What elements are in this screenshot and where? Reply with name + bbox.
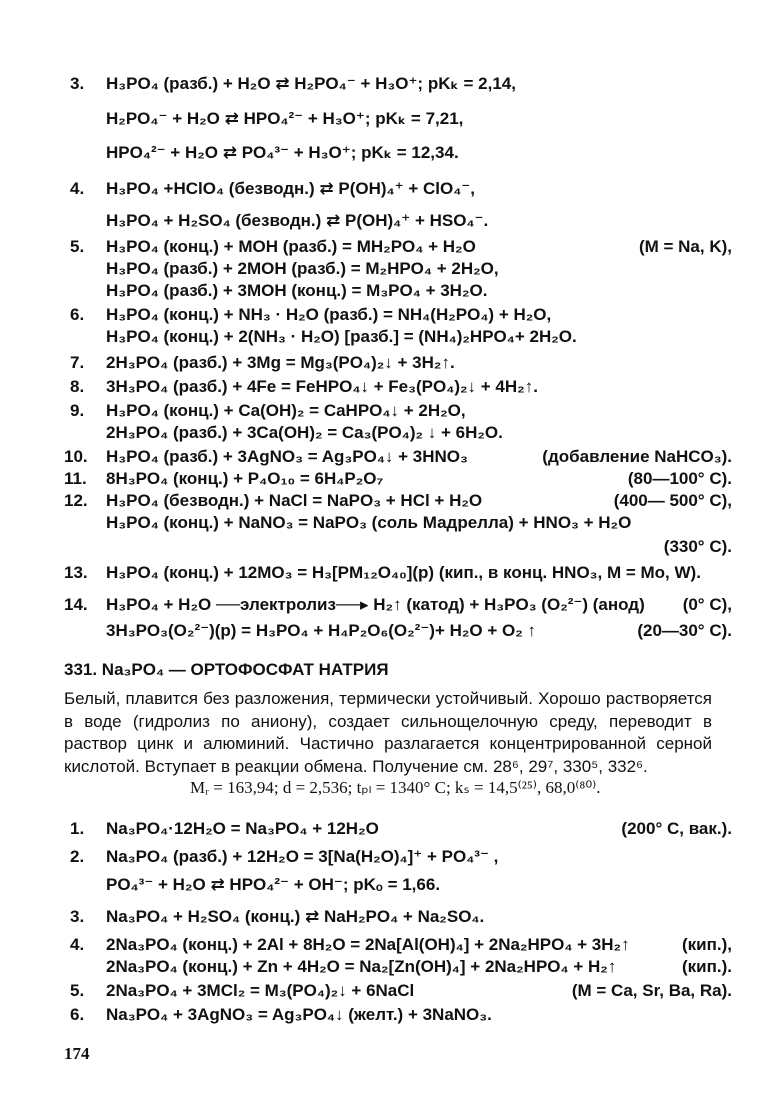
section-description: Белый, плавится без разложения, термически устойчивый. Хорошо растворяется в воде (гидролиз по аниону), создает сильнощелочную среду, переводит в раствор цинк и алюминий. Частично разлагается концентрированной серной кислотой. Вступает в реакции обмена. Получение см. 28⁶, 29⁷, 330⁵, 332⁶. <box>64 689 712 776</box>
reaction-number: 3. <box>70 74 85 93</box>
reaction-number: 12. <box>64 491 88 510</box>
reaction-line: 2Na₃PO₄ (конц.) + Zn + 4H₂O = Na₂[Zn(OH)₄] + 2Na₂HPO₄ + H₂↑ <box>106 957 617 976</box>
reaction-number: 5. <box>70 981 85 1000</box>
reaction-line: Na₃PO₄ + 3AgNO₃ = Ag₃PO₄↓ (желт.) + 3NaNO₃. <box>106 1005 492 1024</box>
reaction-number: 1. <box>70 819 85 838</box>
reaction-line: 2H₃PO₄ (разб.) + 3Mg = Mg₃(PO₄)₂↓ + 3H₂↑. <box>106 353 455 372</box>
reaction-number: 5. <box>70 237 85 256</box>
reaction-line: H₃PO₄ (конц.) + 2(NH₃ · H₂O) [разб.] = (NH₄)₂HPO₄+ 2H₂O. <box>106 327 577 346</box>
reaction-number: 4. <box>70 179 85 198</box>
reaction-line: 2H₃PO₄ (разб.) + 3Ca(OH)₂ = Ca₃(PO₄)₂ ↓ + 6H₂O. <box>106 423 503 442</box>
reaction-number: 7. <box>70 353 85 372</box>
reaction-line: HPO₄²⁻ + H₂O ⇄ PO₄³⁻ + H₃O⁺; pKₖ = 12,34. <box>106 143 459 162</box>
reaction-line: H₃PO₄ + H₂O ──электролиз──▸ H₂↑ (катод) + H₃PO₃ (O₂²⁻) (анод) <box>106 595 645 614</box>
reaction-condition: (0° C), <box>682 595 732 614</box>
reaction-condition: (400— 500° C), <box>613 491 732 510</box>
reaction-condition: (M = Ca, Sr, Ba, Ra). <box>571 981 732 1000</box>
reaction-condition: (добавление NaHCO₃). <box>542 447 732 466</box>
reaction-number: 6. <box>70 1005 85 1024</box>
reaction-number: 2. <box>70 847 85 866</box>
reaction-condition: (кип.), <box>682 935 732 954</box>
reaction-number: 9. <box>70 401 85 420</box>
reaction-line: H₃PO₄ (конц.) + NH₃ · H₂O (разб.) = NH₄(H₂PO₄) + H₂O, <box>106 305 552 324</box>
reaction-line: 2Na₃PO₄ (конц.) + 2Al + 8H₂O = 2Na[Al(OH)₄] + 2Na₂HPO₄ + 3H₂↑ <box>106 935 630 954</box>
physical-properties: Mᵣ = 163,94; d = 2,536; tₚₗ = 1340° C; kₛ = 14,5⁽²⁵⁾, 68,0⁽⁸⁰⁾. <box>190 778 601 797</box>
section-heading: 331. Na₃PO₄ — ОРТОФОСФАТ НАТРИЯ <box>64 660 389 679</box>
reaction-number: 13. <box>64 563 88 582</box>
reaction-line: H₃PO₄ + H₂SO₄ (безводн.) ⇄ P(OH)₄⁺ + HSO₄⁻. <box>106 211 489 230</box>
reaction-line: H₃PO₄ (разб.) + 2MOH (разб.) = M₂HPO₄ + 2H₂O, <box>106 259 499 278</box>
reaction-line: 8H₃PO₄ (конц.) + P₄O₁₀ = 6H₄P₂O₇ <box>106 469 384 488</box>
reaction-number: 4. <box>70 935 85 954</box>
reaction-number: 6. <box>70 305 85 324</box>
reaction-line: H₃PO₄ (конц.) + Ca(OH)₂ = CaHPO₄↓ + 2H₂O, <box>106 401 466 420</box>
reaction-line: H₃PO₄ (конц.) + 12MO₃ = H₃[PM₁₂O₄₀](р) (кип., в конц. HNO₃, M = Mo, W). <box>106 563 701 582</box>
reaction-line: H₃PO₄ (разб.) + H₂O ⇄ H₂PO₄⁻ + H₃O⁺; pKₖ = 2,14, <box>106 74 516 93</box>
reaction-number: 10. <box>64 447 88 466</box>
reaction-line: PO₄³⁻ + H₂O ⇄ HPO₄²⁻ + OH⁻; pKₒ = 1,66. <box>106 875 441 894</box>
reaction-line: H₃PO₄ (безводн.) + NaCl = NaPO₃ + HCl + H₂O <box>106 491 483 510</box>
reaction-line: H₂PO₄⁻ + H₂O ⇄ HPO₄²⁻ + H₃O⁺; pKₖ = 7,21, <box>106 109 464 128</box>
reaction-line: 2Na₃PO₄ + 3MCl₂ = M₃(PO₄)₂↓ + 6NaCl <box>106 981 415 1000</box>
reaction-line: Na₃PO₄ + H₂SO₄ (конц.) ⇄ NaH₂PO₄ + Na₂SO₄. <box>106 907 485 926</box>
reaction-line: H₃PO₄ (конц.) + NaNO₃ = NaPO₃ (соль Мадрелла) + HNO₃ + H₂O <box>106 513 632 532</box>
reaction-line: H₃PO₄ (разб.) + 3MOH (конц.) = M₃PO₄ + 3H₂O. <box>106 281 488 300</box>
reaction-condition: (M = Na, K), <box>638 237 732 256</box>
reaction-condition: (200° C, вак.). <box>621 819 732 838</box>
reaction-number: 3. <box>70 907 85 926</box>
reaction-condition: (20—30° C). <box>637 621 732 640</box>
reaction-line: 3H₃PO₃(O₂²⁻)(р) = H₃PO₄ + H₄P₂O₆(O₂²⁻)+ H₂O + O₂ ↑ <box>106 621 537 640</box>
reaction-line: H₃PO₄ (разб.) + 3AgNO₃ = Ag₃PO₄↓ + 3HNO₃ <box>106 447 468 466</box>
page-number: 174 <box>64 1044 90 1063</box>
reaction-number: 14. <box>64 595 88 614</box>
reaction-line: H₃PO₄ +HClO₄ (безводн.) ⇄ P(OH)₄⁺ + ClO₄⁻, <box>106 179 475 198</box>
reaction-line: 3H₃PO₄ (разб.) + 4Fe = FeHPO₄↓ + Fe₃(PO₄)₂↓ + 4H₂↑. <box>106 377 538 396</box>
reaction-condition: (кип.). <box>682 957 732 976</box>
reaction-line: H₃PO₄ (конц.) + MOH (разб.) = MH₂PO₄ + H₂O <box>106 237 476 256</box>
reaction-condition: (80—100° C). <box>627 469 732 488</box>
reaction-line: Na₃PO₄·12H₂O = Na₃PO₄ + 12H₂O <box>106 819 379 838</box>
reaction-number: 11. <box>64 469 87 488</box>
reaction-line: Na₃PO₄ (разб.) + 12H₂O = 3[Na(H₂O)₄]⁺ + PO₄³⁻ , <box>106 847 499 866</box>
reaction-condition: (330° C). <box>663 537 732 556</box>
reaction-number: 8. <box>70 377 85 396</box>
